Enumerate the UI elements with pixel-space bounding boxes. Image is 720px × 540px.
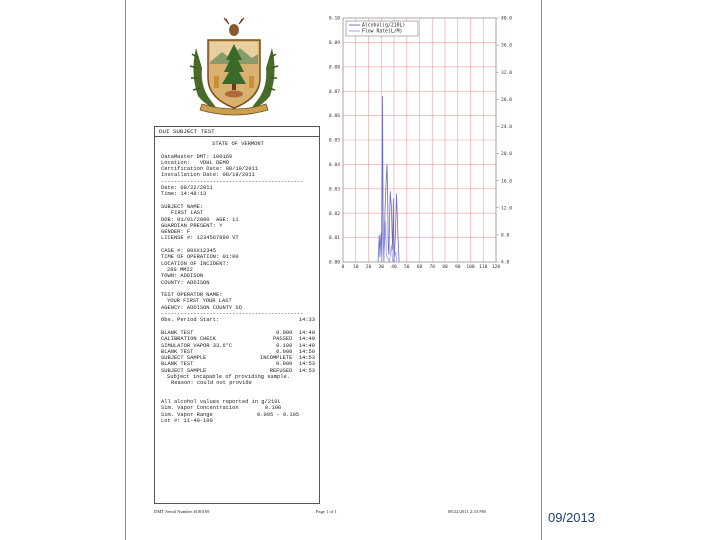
county-line: COUNTY: ADDISON bbox=[161, 279, 210, 286]
result-value: PASSED 14:49 bbox=[272, 336, 315, 343]
y-right-tick-label: 12.0 bbox=[501, 206, 513, 212]
x-tick-label: 30 bbox=[378, 265, 385, 270]
datamaster-line: DataMaster DMT: 100169 bbox=[161, 153, 233, 160]
y-left-tick-label: 0.03 bbox=[328, 187, 340, 193]
result-value: REFUSED 14:53 bbox=[269, 367, 315, 374]
result-label: BLANK TEST bbox=[161, 348, 194, 355]
result-label: SIMULATOR VAPOR 33.6°C bbox=[161, 342, 233, 349]
breath-chart-svg bbox=[311, 10, 543, 270]
result-label: SUBJECT SAMPLE bbox=[161, 355, 207, 362]
location-line: Location: VDHL DEMO bbox=[161, 159, 229, 166]
installation-line: Installation Date: 08/19/2011 bbox=[161, 172, 255, 179]
y-left-tick-label: 0.05 bbox=[328, 138, 340, 144]
y-left-tick-label: 0.10 bbox=[328, 16, 340, 22]
operator-name: YOUR FIRST YOUR LAST bbox=[167, 298, 232, 305]
dui-test-receipt bbox=[154, 126, 320, 504]
y-right-tick-label: 4.0 bbox=[501, 260, 510, 266]
state-heading: STATE OF VERMONT bbox=[212, 141, 264, 147]
y-left-tick-label: 0.04 bbox=[328, 163, 340, 168]
x-tick-label: 80 bbox=[442, 265, 448, 270]
sim-range-label: Sim. Vapor Range bbox=[161, 411, 213, 418]
license-line: LICENSE #: 1234567890 VT bbox=[161, 235, 239, 242]
legend-label: Alcohol(g/210L) bbox=[362, 23, 406, 29]
x-tick-label: 50 bbox=[403, 265, 410, 270]
y-right-tick-label: 20.0 bbox=[501, 152, 513, 158]
result-label: CALIBRATION CHECK bbox=[161, 336, 216, 343]
y-right-tick-label: 24.0 bbox=[501, 125, 513, 131]
document-page bbox=[125, 0, 542, 540]
operator-label: TEST OPERATOR NAME: bbox=[161, 292, 223, 299]
town-line: TOWN: ADDISON bbox=[161, 273, 204, 280]
vermont-seal-icon bbox=[188, 18, 280, 118]
time-of-operation-line: TIME OF OPERATION: 01:00 bbox=[161, 254, 239, 261]
x-tick-label: 0 bbox=[341, 265, 345, 270]
x-tick-label: 60 bbox=[416, 265, 423, 270]
sim-conc-label: Sim. Vapor Concentration bbox=[161, 405, 239, 412]
legend-label: Flow Rate(L/M) bbox=[362, 29, 403, 35]
time-line: Time: 14:48:13 bbox=[161, 191, 207, 198]
incident-location: 289 MM22 bbox=[167, 266, 193, 273]
lot-line: Lot #: 11-40-100 bbox=[161, 418, 213, 425]
guardian-line: GUARDIAN PRESENT: Y bbox=[161, 222, 223, 229]
divider: -------------------------------------------- bbox=[161, 311, 304, 318]
y-right-tick-label: 8.0 bbox=[501, 233, 510, 239]
sim-range-value: 0.095 - 0.105 bbox=[257, 411, 300, 418]
y-right-tick-label: 36.0 bbox=[501, 43, 513, 49]
obs-period-time: 14:33 bbox=[298, 317, 315, 324]
y-left-tick-label: 0.00 bbox=[328, 260, 340, 266]
subject-name: FIRST LAST bbox=[171, 210, 204, 217]
y-left-tick-label: 0.08 bbox=[328, 65, 340, 71]
x-tick-label: 20 bbox=[365, 265, 372, 270]
breath-chart bbox=[311, 10, 543, 270]
y-left-tick-label: 0.01 bbox=[328, 236, 340, 242]
x-tick-label: 10 bbox=[352, 265, 359, 270]
y-left-tick-label: 0.07 bbox=[328, 89, 340, 95]
result-value: 0.000 14:49 bbox=[276, 329, 315, 336]
footer-serial: DMT Serial Number #100169 bbox=[154, 509, 210, 514]
subject-name-label: SUBJECT NAME: bbox=[161, 203, 204, 210]
result-value: INCOMPLETE 14:53 bbox=[260, 355, 315, 362]
y-right-tick-label: 28.0 bbox=[501, 97, 513, 103]
footer-page: Page 1 of 1 bbox=[316, 509, 337, 514]
receipt-title: DUI SUBJECT TEST bbox=[155, 127, 319, 137]
result-value: 0.000 14:50 bbox=[276, 348, 315, 355]
y-left-tick-label: 0.09 bbox=[328, 41, 340, 46]
sim-conc-value: 0.100 bbox=[265, 405, 282, 412]
certification-line: Certification Date: 08/10/2011 bbox=[161, 166, 259, 173]
result-label: BLANK TEST bbox=[161, 361, 194, 368]
y-right-tick-label: 16.0 bbox=[501, 179, 513, 185]
result-label: SUBJECT SAMPLE bbox=[161, 367, 207, 374]
x-tick-label: 70 bbox=[429, 265, 436, 270]
result-value: 0.000 14:53 bbox=[276, 361, 315, 368]
y-left-tick-label: 0.06 bbox=[328, 114, 340, 120]
x-tick-label: 100 bbox=[466, 265, 475, 270]
agency-line: AGENCY: ADDISON COUNTY SO bbox=[161, 304, 242, 311]
x-tick-label: 110 bbox=[479, 265, 488, 270]
reason-line: Reason: could not provide bbox=[171, 380, 252, 387]
incapable-line: Subject incapable of providing sample. bbox=[167, 373, 290, 380]
x-tick-label: 40 bbox=[391, 265, 397, 270]
obs-period-label: Obs. Period Start: bbox=[161, 317, 220, 324]
x-tick-label: 120 bbox=[491, 265, 501, 270]
date-line: Date: 08/22/2011 bbox=[161, 185, 213, 192]
footer-printed: 08/22/2011 2:33 PM bbox=[448, 509, 486, 514]
all-alcohol-line: All alcohol values reported in g/210L bbox=[161, 399, 281, 406]
y-left-tick-label: 0.02 bbox=[328, 211, 340, 217]
y-right-tick-label: 40.0 bbox=[501, 16, 513, 22]
case-line: CASE #: 00XX12345 bbox=[161, 248, 216, 255]
result-value: 0.100 14:49 bbox=[276, 342, 315, 349]
slide-date: 09/2013 bbox=[548, 510, 595, 525]
dob-line: DOB: 01/01/2000 AGE: 11 bbox=[161, 216, 239, 223]
x-tick-label: 90 bbox=[454, 265, 461, 270]
incident-location-label: LOCATION OF INCIDENT: bbox=[161, 260, 229, 267]
result-label: BLANK TEST bbox=[161, 329, 194, 336]
gender-line: GENDER: F bbox=[161, 229, 191, 236]
y-right-tick-label: 32.0 bbox=[501, 70, 513, 76]
divider: -------------------------------------------- bbox=[161, 178, 304, 185]
